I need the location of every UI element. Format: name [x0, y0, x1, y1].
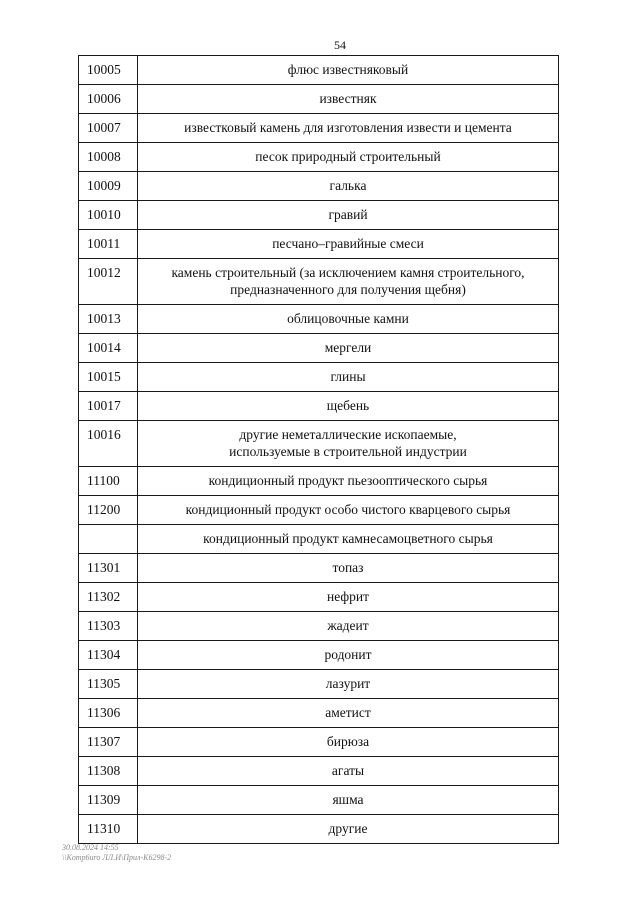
code-cell: 11306 [79, 699, 138, 728]
name-cell: щебень [138, 392, 559, 421]
table-row [79, 114, 559, 143]
table-row [79, 554, 559, 583]
codes-table [78, 55, 559, 844]
name-line: используемые в строительной индустрии [229, 444, 467, 459]
document-footer-stamp [62, 843, 171, 863]
table-row [79, 496, 559, 525]
name-cell: гравий [138, 201, 559, 230]
name-cell: лазурит [138, 670, 559, 699]
table-row [79, 641, 559, 670]
table-row [79, 85, 559, 114]
code-cell: 11307 [79, 728, 138, 757]
name-cell: галька [138, 172, 559, 201]
code-cell: 11303 [79, 612, 138, 641]
table-row [79, 334, 559, 363]
name-cell: родонит [138, 641, 559, 670]
name-cell: песок природный строительный [138, 143, 559, 172]
name-cell [138, 421, 559, 467]
code-cell: 10013 [79, 305, 138, 334]
table-row [79, 392, 559, 421]
name-line: другие неметаллические ископаемые, [239, 427, 457, 442]
name-line: камень строительный (за исключением камня строительного, [171, 265, 525, 280]
table-row [79, 201, 559, 230]
name-cell: другие [138, 815, 559, 844]
name-cell: яшма [138, 786, 559, 815]
name-cell: кондиционный продукт особо чистого кварцевого сырья [138, 496, 559, 525]
table-row [79, 670, 559, 699]
name-cell: бирюза [138, 728, 559, 757]
code-cell: 10008 [79, 143, 138, 172]
code-cell: 10009 [79, 172, 138, 201]
name-cell: мергели [138, 334, 559, 363]
table-row [79, 786, 559, 815]
code-cell: 11302 [79, 583, 138, 612]
code-cell: 10015 [79, 363, 138, 392]
code-cell: 11301 [79, 554, 138, 583]
code-cell: 10016 [79, 421, 138, 467]
code-cell [79, 525, 138, 554]
table-row [79, 363, 559, 392]
name-cell: известняк [138, 85, 559, 114]
code-cell: 10017 [79, 392, 138, 421]
name-line: предназначенного для получения щебня) [230, 282, 466, 297]
table-row [79, 815, 559, 844]
code-cell: 11100 [79, 467, 138, 496]
name-cell: флюс известняковый [138, 56, 559, 85]
name-cell: кондиционный продукт камнесамоцветного сырья [138, 525, 559, 554]
code-cell: 10005 [79, 56, 138, 85]
name-cell: известковый камень для изготовления извести и цемента [138, 114, 559, 143]
page-number: 54 [334, 38, 346, 52]
code-cell: 11304 [79, 641, 138, 670]
table-row [79, 421, 559, 467]
name-cell: агаты [138, 757, 559, 786]
table-row [79, 699, 559, 728]
table-row [79, 305, 559, 334]
name-cell: аметист [138, 699, 559, 728]
table-row [79, 259, 559, 305]
name-cell: топаз [138, 554, 559, 583]
code-cell: 11308 [79, 757, 138, 786]
code-cell: 11310 [79, 815, 138, 844]
table-row [79, 467, 559, 496]
name-cell: кондиционный продукт пьезооптического сырья [138, 467, 559, 496]
table-row [79, 757, 559, 786]
table-row [79, 143, 559, 172]
table-row [79, 583, 559, 612]
table-row [79, 56, 559, 85]
name-cell: облицовочные камни [138, 305, 559, 334]
name-cell [138, 259, 559, 305]
name-cell: жадеит [138, 612, 559, 641]
code-cell: 10014 [79, 334, 138, 363]
footer-timestamp: 30.08.2024 14:55 [62, 843, 119, 852]
name-cell: песчано–гравийные смеси [138, 230, 559, 259]
name-cell: нефрит [138, 583, 559, 612]
code-cell: 11200 [79, 496, 138, 525]
name-cell: глины [138, 363, 559, 392]
code-cell: 10012 [79, 259, 138, 305]
table-row [79, 230, 559, 259]
table-row [79, 612, 559, 641]
footer-file-path: \\Komp6uro ЛЛ.И\Прил-К6298-2 [62, 853, 172, 862]
code-cell: 10006 [79, 85, 138, 114]
table-row [79, 525, 559, 554]
code-cell: 11309 [79, 786, 138, 815]
table-row [79, 172, 559, 201]
code-cell: 10011 [79, 230, 138, 259]
code-cell: 10007 [79, 114, 138, 143]
code-cell: 10010 [79, 201, 138, 230]
table-row [79, 728, 559, 757]
code-cell: 11305 [79, 670, 138, 699]
